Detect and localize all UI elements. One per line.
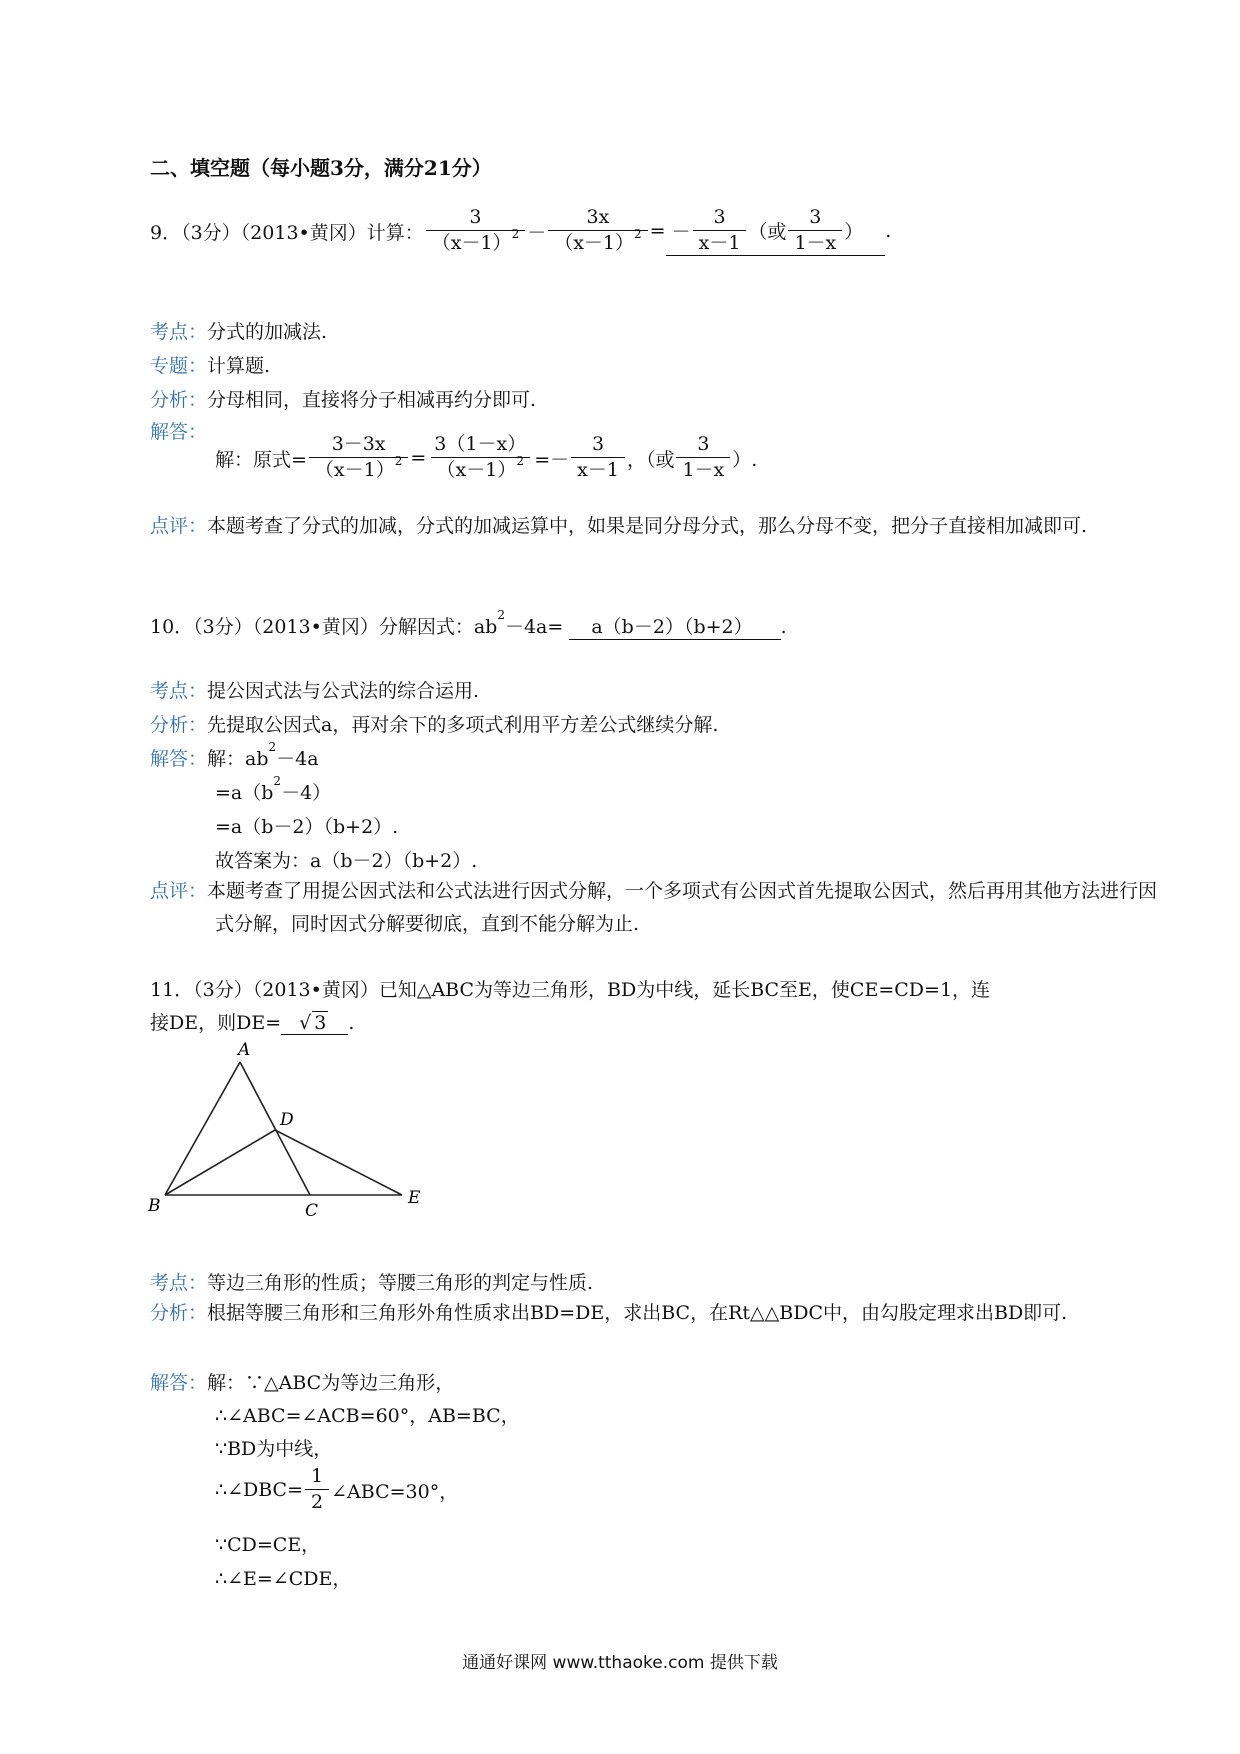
q9-fraction-1: $\frac{3}{(x-1)^2}$ xyxy=(426,206,525,255)
q11-step-6: ∴∠E=∠CDE， xyxy=(215,1568,352,1590)
q9-zhuanti: 专题：计算题. xyxy=(150,355,271,377)
label-b: B xyxy=(148,1196,161,1216)
page-footer: 通通好课网 www.tthaoke.com 提供下载 xyxy=(462,1653,778,1673)
q10-step-3: =a（b－2）（b+2）. xyxy=(215,816,399,838)
section-title: 二、填空题（每小题3分，满分21分） xyxy=(150,156,492,180)
q11-step-4: ∴∠DBC= $\frac{1}{2}$ ∠ABC=30°， xyxy=(215,1465,459,1514)
q9-solution: 解：原式= $\frac{3-3x}{(x-1)^2}$ = $\frac{3(1-x)}{(x-1)^2}$ =－ $\frac{3}{x-1}$ ，（或 $\frac{3}{1-x}$ ）. xyxy=(215,433,758,482)
q10-answer-blank: a（b－2）（b+2） xyxy=(569,612,780,640)
q11-step-3: ∵BD为中线， xyxy=(215,1438,333,1460)
q10-fenxi: 分析：先提取公因式a，再对余下的多项式利用平方差公式继续分解. xyxy=(150,714,719,736)
label-d: D xyxy=(280,1110,294,1130)
q9-jieda-label: 解答： xyxy=(150,421,208,443)
q10-jieda: 解答：解：$ab^2-4a$ xyxy=(150,740,319,770)
q10-step-4: 故答案为：a（b－2）（b+2）. xyxy=(215,850,478,872)
question-11-line-1: 11．（3分）（2013•黄冈）已知△ABC为等边三角形，BD为中线，延长BC至E，使CE=CD=1，连 xyxy=(150,979,991,1001)
question-11-line-2: 接DE，则DE= √ 3 . xyxy=(150,1012,355,1034)
q9-dianping: 点评：本题考查了分式的加减，分式的加减运算中，如果是同分母分式，那么分母不变，把分子直接相加减即可. xyxy=(150,515,1088,537)
q11-step-2: ∴∠ABC=∠ACB=60°，AB=BC， xyxy=(215,1405,520,1427)
label-c: C xyxy=(305,1201,319,1220)
edge-ac xyxy=(240,1062,310,1195)
q11-fenxi: 分析：根据等腰三角形和三角形外角性质求出BD=DE，求出BC，在Rt△△BDC中，由勾股定理求出BD即可. xyxy=(150,1302,1068,1324)
edge-ab xyxy=(165,1062,240,1195)
question-9: 9．（3分）（2013•黄冈）计算： $\frac{3}{(x-1)^2}$ － $\frac{3x}{(x-1)^2}$ = － $\frac{3}{x-1}$ （或 $\frac{3}{1-x}$ ） . xyxy=(150,196,891,266)
triangle-figure xyxy=(140,1040,440,1220)
q11-kaodian: 考点：等边三角形的性质；等腰三角形的判定与性质. xyxy=(150,1272,594,1294)
q9-answer-blank: － $\frac{3}{x-1}$ （或 $\frac{3}{1-x}$ ） xyxy=(666,206,886,256)
label-e: E xyxy=(408,1188,421,1208)
q11-jieda: 解答：解：∵△ABC为等边三角形， xyxy=(150,1372,455,1394)
label-a: A xyxy=(238,1040,251,1060)
q9-prefix: 9．（3分）（2013•黄冈）计算： xyxy=(150,221,424,244)
q9-kaodian: 考点：分式的加减法. xyxy=(150,321,328,343)
edge-de xyxy=(275,1130,402,1195)
q11-step-5: ∵CD=CE， xyxy=(215,1534,321,1556)
q9-fraction-2: $\frac{3x}{(x-1)^2}$ xyxy=(548,206,647,255)
q10-dianping: 点评：本题考查了用提公因式法和公式法进行因式分解，一个多项式有公因式首先提取公因式，然后再用其他方法进行因式分解，同时因式分解要彻底，直到不能分解为止. xyxy=(150,880,1158,935)
q10-kaodian: 考点：提公因式法与公式法的综合运用. xyxy=(150,680,480,702)
question-10: 10．（3分）（2013•黄冈）分解因式：$ab^2-4a= a(b-2)(b+2)$ . xyxy=(150,608,787,638)
q10-step-2: $=a(b^2-4)$ xyxy=(215,774,332,804)
q11-answer-blank: √ 3 xyxy=(281,1011,348,1035)
sqrt-icon: √ xyxy=(299,1012,312,1034)
q9-fenxi: 分析：分母相同，直接将分子相减再约分即可. xyxy=(150,389,537,411)
q9-minus: － xyxy=(527,221,547,244)
edge-bd xyxy=(165,1130,275,1195)
